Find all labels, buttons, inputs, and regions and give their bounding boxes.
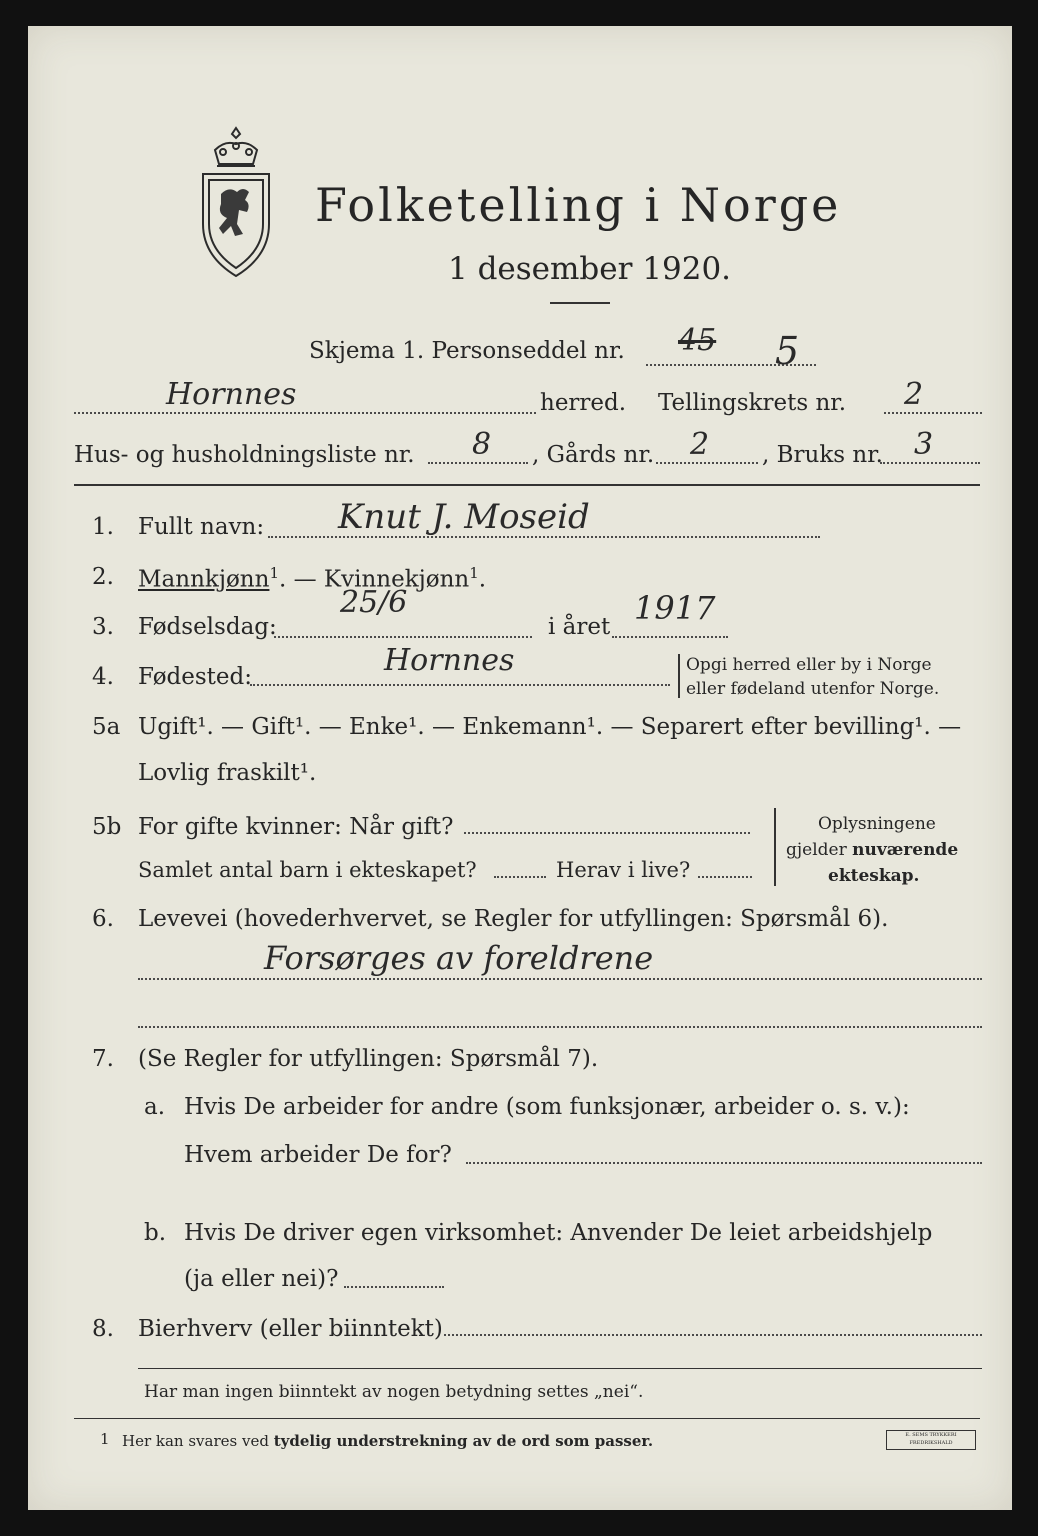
- q5b-children-line: [494, 876, 546, 878]
- q5b-number: 5b: [92, 814, 122, 840]
- q2-number: 2.: [92, 564, 114, 590]
- birthday-value: 25/6: [340, 585, 408, 620]
- q3-year-label: i året: [548, 614, 611, 640]
- q7a-line2: Hvem arbeider De for?: [184, 1142, 452, 1168]
- footer-note: Har man ingen biinntekt av nogen betydning settes „nei“.: [144, 1382, 644, 1402]
- q5a-number: 5a: [92, 714, 121, 740]
- q8-label: Bierhverv (eller biinntekt): [138, 1316, 443, 1342]
- q6-label: Levevei (hovederhvervet, se Regler for utfyllingen: Spørsmål 6).: [138, 906, 889, 932]
- herred-line: [74, 412, 536, 414]
- q7b-letter: b.: [144, 1220, 167, 1246]
- personseddel-struck-value: 45: [678, 323, 717, 358]
- q5b-alive-line: [698, 876, 752, 878]
- census-date: 1 desember 1920.: [448, 251, 732, 287]
- gards-value: 2: [690, 427, 710, 462]
- q5b-note-line1: Oplysningene: [818, 814, 936, 834]
- q5a-options-line2: Lovlig fraskilt¹.: [138, 760, 317, 786]
- q4-number: 4.: [92, 664, 114, 690]
- gards-line: [656, 462, 758, 464]
- coat-of-arms-icon: [193, 122, 279, 282]
- q7a-answer-line: [466, 1162, 982, 1164]
- header-divider: [74, 484, 980, 486]
- q5b-married-line: [464, 832, 750, 834]
- personseddel-nr-value: 5: [775, 329, 800, 373]
- tellingskrets-line: [884, 412, 982, 414]
- tellingskrets-label: Tellingskrets nr.: [658, 390, 847, 416]
- q7-number: 7.: [92, 1046, 114, 1072]
- q6-line1: [138, 978, 982, 980]
- footer-divider: [138, 1368, 982, 1369]
- footnote-text: Her kan svares ved tydelig understrekning av de ord som passer.: [122, 1432, 654, 1450]
- q6-line2: [138, 1026, 982, 1028]
- male-option: Mannkjønn: [138, 566, 270, 593]
- form-title: Folketelling i Norge: [315, 178, 842, 232]
- q4-line: [250, 684, 670, 686]
- q2-options: Mannkjønn$^1$. — Kvinnekjønn$^1$.: [138, 564, 487, 593]
- female-option: Kvinnekjønn: [323, 566, 470, 593]
- q7a-letter: a.: [144, 1094, 166, 1120]
- birthplace-value: Hornnes: [384, 643, 515, 678]
- herred-value: Hornnes: [166, 377, 297, 412]
- q7-label: (Se Regler for utfyllingen: Spørsmål 7).: [138, 1046, 599, 1072]
- occupation-value: Forsørges av foreldrene: [264, 939, 654, 977]
- birth-year-value: 1917: [634, 589, 716, 627]
- bruks-line: [880, 462, 980, 464]
- herred-label: herred.: [540, 390, 627, 416]
- q5b-alive-label: Herav i live?: [556, 858, 691, 882]
- q1-number: 1.: [92, 514, 114, 540]
- q5b-children-label: Samlet antal barn i ekteskapet?: [138, 858, 477, 882]
- q7b-line1: Hvis De driver egen virksomhet: Anvender De leiet arbeidshjelp: [184, 1220, 933, 1246]
- q7a-line1: Hvis De arbeider for andre (som funksjonær, arbeider o. s. v.):: [184, 1094, 910, 1120]
- q4-note-line1: Opgi herred eller by i Norge: [686, 655, 932, 675]
- q8-answer-line: [444, 1334, 982, 1336]
- q4-note-line2: eller fødeland utenfor Norge.: [686, 679, 940, 699]
- gards-label: , Gårds nr.: [532, 442, 655, 468]
- q3-number: 3.: [92, 614, 114, 640]
- q5b-note-brace: [774, 808, 776, 886]
- bruks-label: , Bruks nr.: [762, 442, 883, 468]
- schema-label: Skjema 1. Personseddel nr.: [309, 338, 625, 364]
- q5a-options: Ugift¹. — Gift¹. — Enke¹. — Enkemann¹. — Separert efter bevilling¹. —: [138, 714, 962, 740]
- footnote-divider: [74, 1418, 980, 1419]
- liste-label: Hus- og husholdningsliste nr.: [74, 442, 415, 468]
- footnote-mark: 1: [100, 1430, 110, 1448]
- q4-label: Fødested:: [138, 664, 253, 690]
- q3-label: Fødselsdag:: [138, 614, 277, 640]
- tellingskrets-value: 2: [904, 377, 924, 412]
- census-form: [28, 26, 1012, 1510]
- q5b-note-line3: ekteskap.: [828, 866, 920, 886]
- full-name-value: Knut J. Moseid: [338, 497, 590, 537]
- liste-value: 8: [472, 427, 492, 462]
- q7b-line2: (ja eller nei)?: [184, 1266, 339, 1292]
- q5b-note-line2: gjelder nuværende: [786, 840, 959, 860]
- bruks-value: 3: [914, 427, 934, 462]
- q3-day-line: [274, 636, 532, 638]
- q3-year-line: [612, 636, 728, 638]
- q5b-line1: For gifte kvinner: Når gift?: [138, 814, 454, 840]
- q6-number: 6.: [92, 906, 114, 932]
- title-divider: [550, 302, 610, 304]
- q4-note-brace: [678, 654, 680, 698]
- q8-number: 8.: [92, 1316, 114, 1342]
- liste-line: [428, 462, 528, 464]
- q1-label: Fullt navn:: [138, 514, 265, 540]
- q7b-answer-line: [344, 1286, 444, 1288]
- printer-stamp: E. SEMS TRYKKERI FREDRIKSHALD: [886, 1430, 976, 1450]
